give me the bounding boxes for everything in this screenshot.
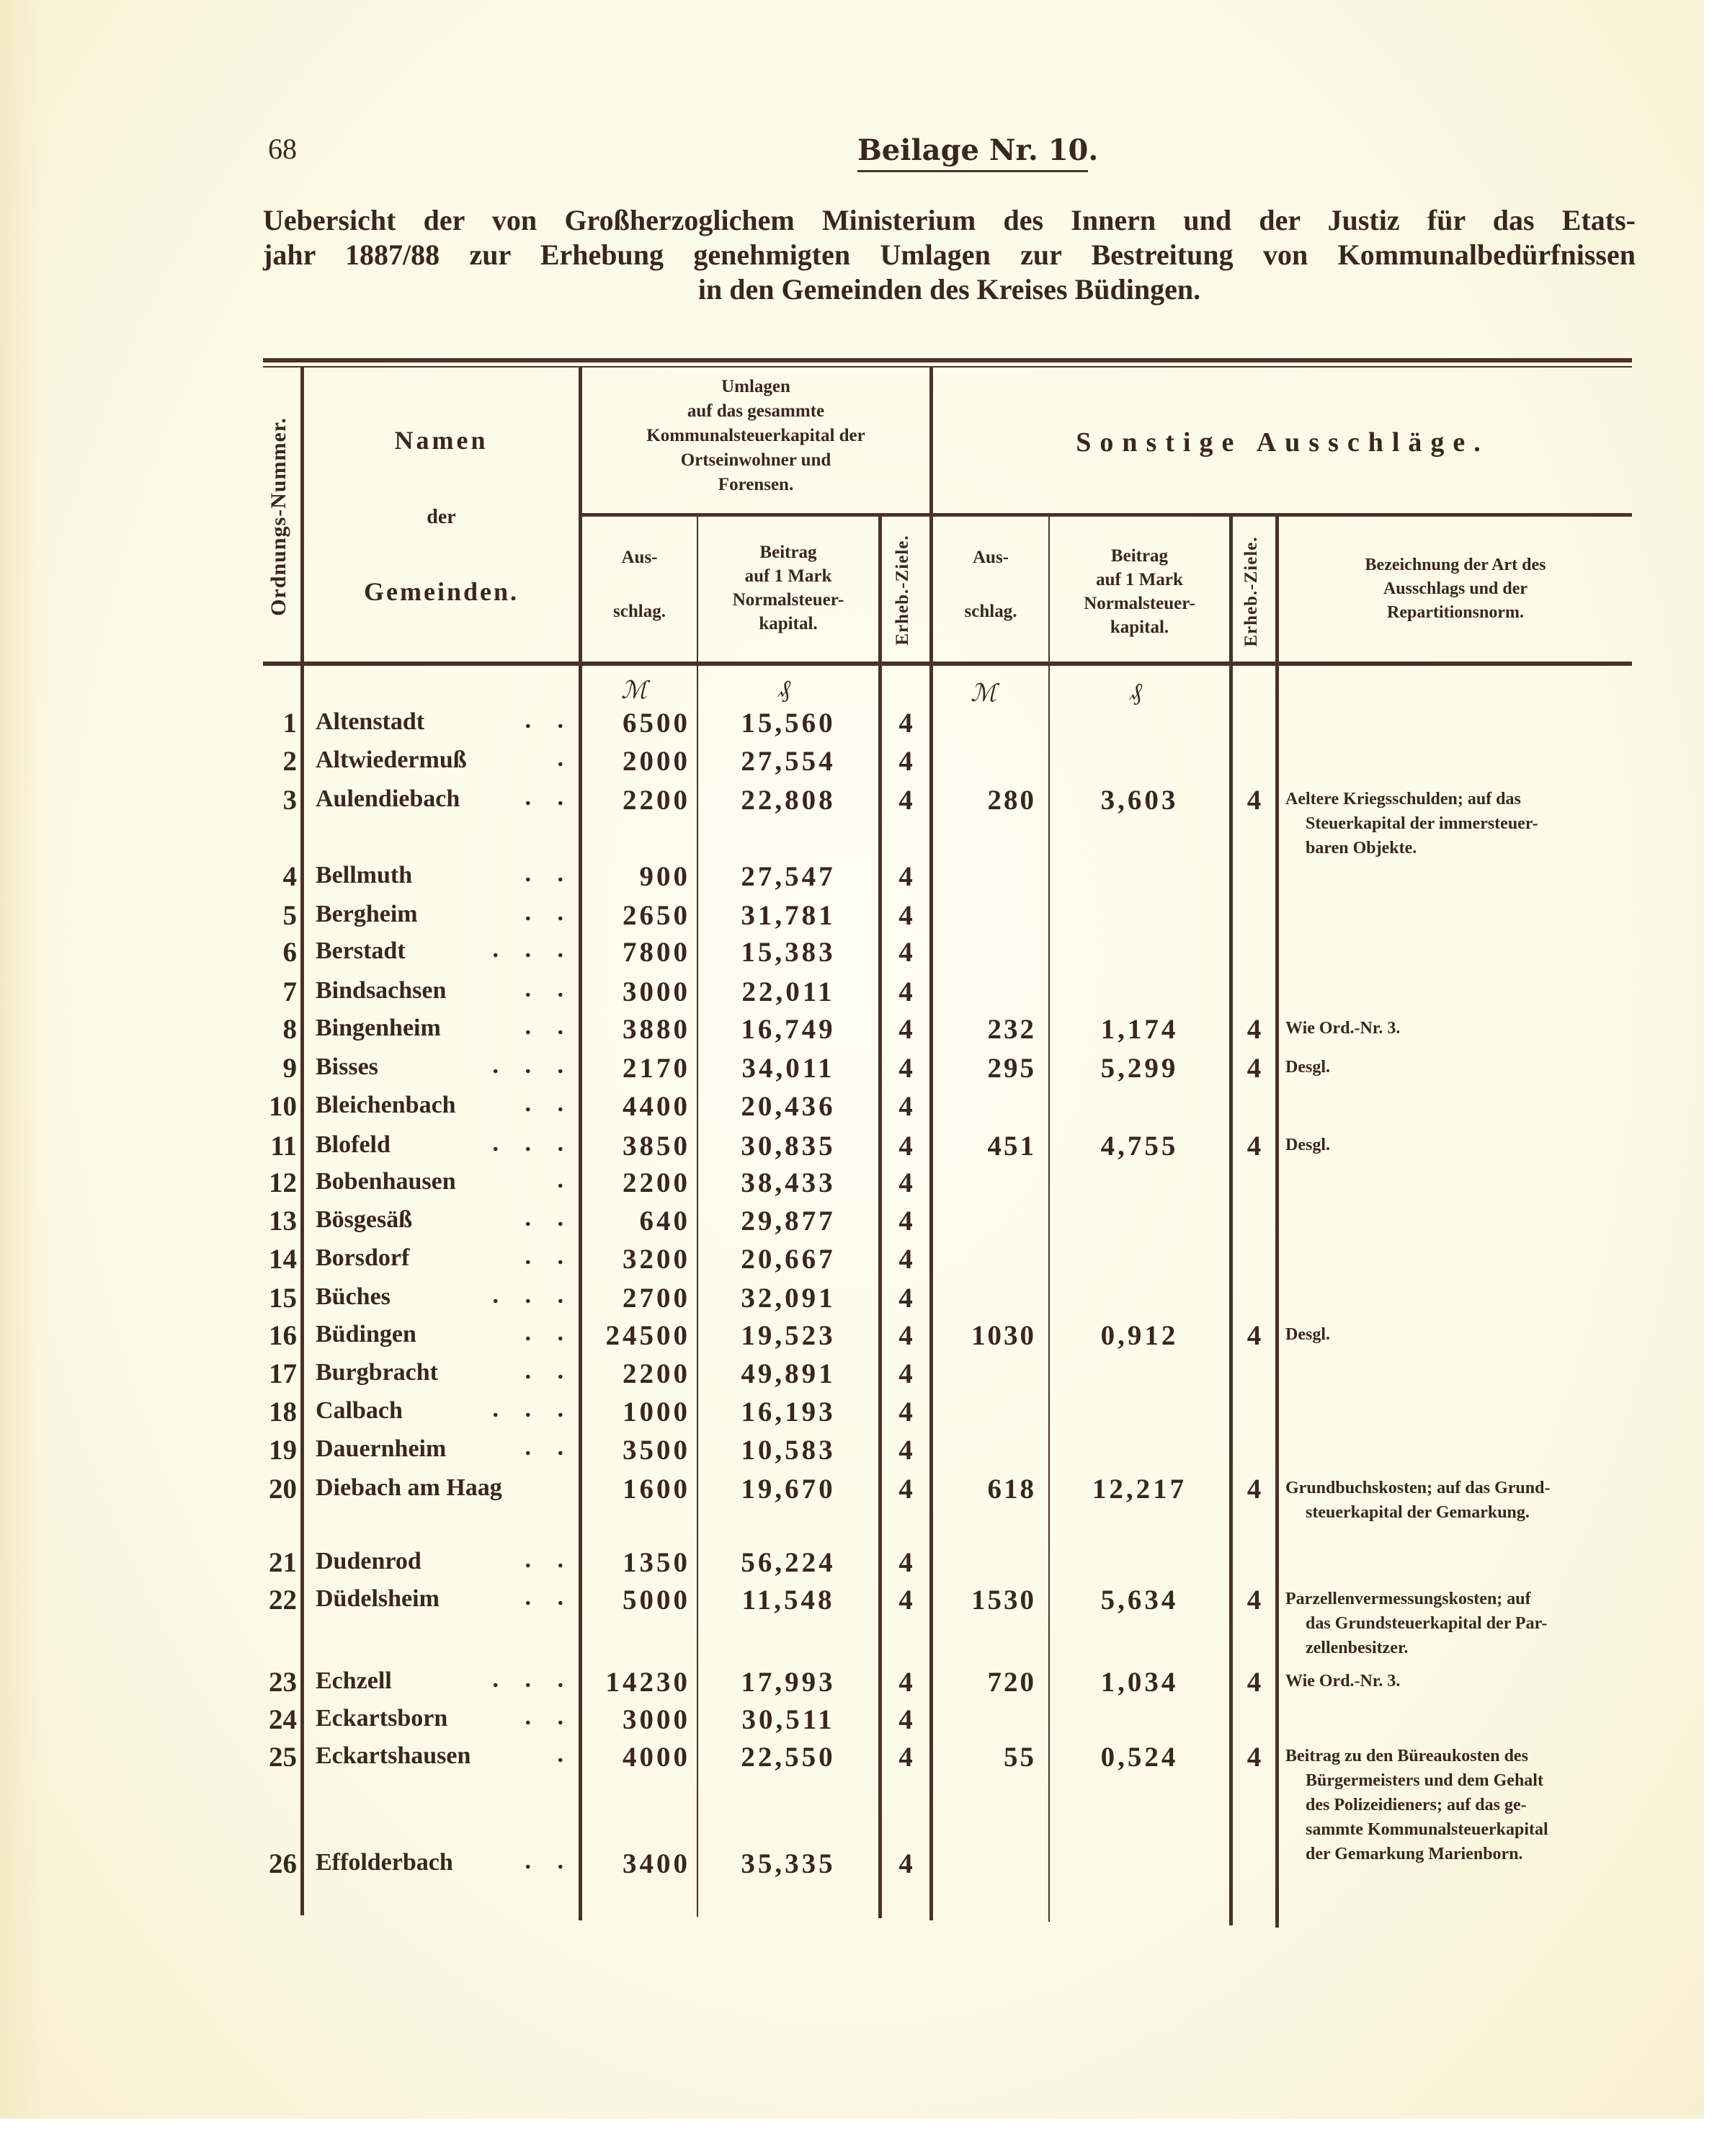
- row-erheb-ziele-1: 4: [898, 1435, 913, 1466]
- row-leader-dots: . .: [525, 1205, 574, 1231]
- bezeichnung-line: zellenbesitzer.: [1306, 1639, 1409, 1657]
- row-erheb-ziele-1: 4: [898, 1283, 913, 1314]
- row-beitrag-2: 1,174: [1100, 1014, 1179, 1045]
- row-beitrag-2: 12,217: [1092, 1474, 1187, 1505]
- row-leader-dots: . .: [525, 1434, 574, 1461]
- row-erheb-ziele-1: 4: [898, 1014, 913, 1045]
- row-bezeichnung: [1285, 1016, 1624, 1041]
- header-ausschlag-1a: Aus-: [621, 548, 658, 567]
- row-gemeinde-name: Calbach: [316, 1397, 403, 1424]
- row-erheb-ziele-2: 4: [1246, 1474, 1262, 1505]
- row-beitrag-1: 17,993: [741, 1667, 836, 1698]
- row-ausschlag-1: 5000: [623, 1585, 690, 1616]
- unit-pfennig-2: ₰: [1130, 679, 1142, 705]
- row-beitrag-2: 5,634: [1100, 1585, 1179, 1616]
- row-ordnungs-nummer: 4: [282, 861, 297, 892]
- row-ausschlag-1: 3880: [623, 1014, 690, 1045]
- row-erheb-ziele-1: 4: [898, 1667, 913, 1698]
- row-beitrag-2: 0,524: [1100, 1742, 1179, 1773]
- bezeichnung-line: sammte Kommunalsteuerkapital: [1306, 1820, 1548, 1839]
- row-leader-dots: . .: [525, 784, 574, 811]
- row-ausschlag-2: 1030: [971, 1320, 1036, 1351]
- row-gemeinde-name: Bingenheim: [316, 1015, 441, 1041]
- row-ordnungs-nummer: 6: [282, 937, 297, 968]
- row-ordnungs-nummer: 12: [269, 1167, 297, 1198]
- row-erheb-ziele-2: 4: [1246, 1320, 1262, 1351]
- bezeichnung-line: Beitrag zu den Büreaukosten des: [1285, 1747, 1528, 1765]
- row-ausschlag-1: 3200: [623, 1244, 690, 1275]
- row-beitrag-1: 16,749: [741, 1014, 836, 1045]
- row-ausschlag-1: 14230: [605, 1667, 690, 1698]
- bezeichnung-line: Desgl.: [1285, 1136, 1330, 1154]
- row-ordnungs-nummer: 20: [269, 1474, 297, 1505]
- header-beitrag-line: auf 1 Mark: [744, 566, 832, 586]
- row-ausschlag-1: 2000: [623, 746, 690, 777]
- unit-mark-1: ℳ: [621, 677, 648, 704]
- row-beitrag-1: 30,511: [741, 1704, 835, 1735]
- row-leader-dots: . . .: [492, 936, 574, 963]
- row-erheb-ziele-1: 4: [898, 1848, 913, 1879]
- row-erheb-ziele-1: 4: [898, 746, 913, 777]
- header-erheb-ziele-2: Erheb.-Ziele.: [1241, 536, 1261, 647]
- row-ausschlag-1: 2170: [623, 1053, 690, 1084]
- row-erheb-ziele-2: 4: [1246, 1014, 1262, 1045]
- row-erheb-ziele-1: 4: [898, 1167, 913, 1198]
- row-gemeinde-name: Bergheim: [316, 901, 418, 927]
- row-ausschlag-1: 2200: [623, 785, 690, 816]
- header-umlagen-line: Forensen.: [718, 475, 794, 494]
- row-leader-dots: .: [557, 1741, 574, 1768]
- row-ordnungs-nummer: 26: [269, 1848, 297, 1879]
- header-bez-line: Repartitionsnorm.: [1387, 603, 1524, 622]
- row-gemeinde-name: Diebach am Haag: [316, 1474, 502, 1501]
- row-ausschlag-1: 4400: [623, 1091, 690, 1122]
- row-ordnungs-nummer: 1: [282, 708, 297, 739]
- row-erheb-ziele-1: 4: [898, 1053, 913, 1084]
- row-beitrag-1: 15,560: [741, 708, 836, 739]
- row-erheb-ziele-1: 4: [898, 1742, 913, 1773]
- header-beitrag-2: [1050, 544, 1229, 639]
- row-gemeinde-name: Berstadt: [316, 937, 406, 964]
- row-beitrag-1: 56,224: [741, 1547, 836, 1578]
- row-leader-dots: . .: [525, 707, 574, 734]
- row-erheb-ziele-1: 4: [898, 900, 913, 931]
- row-beitrag-2: 0,912: [1100, 1320, 1179, 1351]
- row-beitrag-1: 34,011: [741, 1053, 835, 1084]
- row-erheb-ziele-1: 4: [898, 708, 913, 739]
- row-erheb-ziele-1: 4: [898, 1131, 913, 1162]
- row-gemeinde-name: Eckartshausen: [316, 1742, 471, 1769]
- header-beitrag-line: Beitrag: [759, 543, 817, 562]
- row-ordnungs-nummer: 17: [269, 1358, 297, 1389]
- header-bez-line: Bezeichnung der Art des: [1365, 556, 1546, 574]
- row-beitrag-2: 5,299: [1100, 1053, 1179, 1084]
- row-ordnungs-nummer: 10: [269, 1091, 297, 1122]
- header-beitrag-line: Beitrag: [1110, 546, 1169, 566]
- row-beitrag-1: 35,335: [741, 1848, 836, 1879]
- row-ausschlag-1: 2200: [623, 1358, 690, 1389]
- row-beitrag-1: 29,877: [741, 1206, 836, 1237]
- row-gemeinde-name: Echzell: [316, 1667, 392, 1694]
- row-gemeinde-name: Büdingen: [316, 1321, 416, 1348]
- row-ordnungs-nummer: 15: [269, 1283, 297, 1314]
- row-bezeichnung: [1285, 1476, 1624, 1525]
- header-sonstige-ausschlaege: Sonstige Ausschläge.: [1076, 427, 1489, 458]
- row-beitrag-1: 20,667: [741, 1244, 836, 1275]
- bezeichnung-line: das Grundsteuerkapital der Par-: [1306, 1614, 1548, 1633]
- bezeichnung-line: Parzellenvermessungskosten; auf: [1285, 1590, 1531, 1608]
- row-bezeichnung: [1285, 1587, 1624, 1660]
- row-ordnungs-nummer: 21: [269, 1547, 297, 1578]
- row-leader-dots: . .: [525, 1584, 574, 1611]
- header-beitrag-line: auf 1 Mark: [1096, 570, 1183, 589]
- row-ausschlag-1: 4000: [623, 1742, 690, 1773]
- header-umlagen-line: Kommunalsteuerkapital der: [646, 426, 865, 445]
- row-gemeinde-name: Altenstadt: [316, 708, 425, 735]
- header-erheb-ziele-1: Erheb.-Ziele.: [893, 535, 912, 646]
- group-header-rule: [580, 513, 1632, 517]
- row-erheb-ziele-2: 4: [1246, 1053, 1262, 1084]
- paper-edge-shadow: [0, 0, 43, 2119]
- row-gemeinde-name: Effolderbach: [316, 1849, 453, 1876]
- row-leader-dots: . . .: [492, 1666, 574, 1693]
- bezeichnung-line: Wie Ord.-Nr. 3.: [1285, 1019, 1401, 1038]
- row-beitrag-1: 30,835: [741, 1131, 836, 1162]
- row-erheb-ziele-1: 4: [898, 1704, 913, 1735]
- row-erheb-ziele-1: 4: [898, 1358, 913, 1389]
- row-ordnungs-nummer: 23: [269, 1667, 297, 1698]
- row-erheb-ziele-1: 4: [898, 1396, 913, 1427]
- row-beitrag-2: 4,755: [1100, 1131, 1179, 1162]
- row-ausschlag-1: 3400: [623, 1848, 690, 1879]
- row-beitrag-1: 22,550: [741, 1742, 836, 1773]
- header-beitrag-line: Normalsteuer-: [732, 590, 844, 610]
- row-ausschlag-1: 3500: [623, 1435, 690, 1466]
- row-ausschlag-1: 1000: [623, 1396, 690, 1427]
- header-ausschlag-2a: Aus-: [972, 548, 1009, 567]
- row-ordnungs-nummer: 9: [282, 1053, 297, 1084]
- row-ausschlag-1: 7800: [623, 937, 690, 968]
- header-beitrag-line: kapital.: [759, 614, 818, 633]
- row-ausschlag-1: 900: [639, 861, 690, 892]
- row-ordnungs-nummer: 16: [269, 1320, 297, 1351]
- row-beitrag-1: 19,523: [741, 1320, 836, 1351]
- bezeichnung-line: des Polizeidieners; auf das ge-: [1306, 1796, 1527, 1814]
- row-bezeichnung: [1285, 1744, 1624, 1866]
- bezeichnung-line: Grundbuchskosten; auf das Grund-: [1285, 1479, 1551, 1497]
- row-erheb-ziele-1: 4: [898, 1320, 913, 1351]
- row-erheb-ziele-2: 4: [1246, 1667, 1262, 1698]
- header-beitrag-1: [698, 540, 878, 636]
- row-erheb-ziele-1: 4: [898, 976, 913, 1007]
- header-ausschlag-2b: schlag.: [964, 602, 1017, 621]
- row-ausschlag-1: 640: [639, 1206, 690, 1237]
- row-ausschlag-1: 1350: [623, 1547, 690, 1578]
- header-gemeinden: Gemeinden.: [364, 577, 519, 606]
- row-beitrag-1: 16,193: [741, 1396, 836, 1427]
- header-namen: Namen: [394, 426, 489, 455]
- header-ordnungs-nummer: Ordnungs-Nummer.: [267, 417, 290, 616]
- col-line-a2: [1048, 517, 1050, 1922]
- row-ordnungs-nummer: 25: [269, 1742, 297, 1773]
- row-bezeichnung: [1285, 1322, 1624, 1347]
- header-umlagen-line: Ortseinwohner und: [680, 450, 831, 470]
- row-ordnungs-nummer: 22: [269, 1585, 297, 1616]
- row-leader-dots: .: [557, 745, 574, 772]
- row-bezeichnung: [1285, 787, 1624, 860]
- page-number: 68: [268, 133, 297, 165]
- row-erheb-ziele-1: 4: [898, 1244, 913, 1275]
- row-gemeinde-name: Aulendiebach: [316, 785, 460, 812]
- row-leader-dots: . .: [525, 1848, 574, 1874]
- row-ausschlag-2: 451: [987, 1131, 1036, 1162]
- row-erheb-ziele-1: 4: [898, 785, 913, 816]
- row-bezeichnung: [1285, 1133, 1624, 1157]
- row-ausschlag-2: 1530: [971, 1585, 1036, 1616]
- row-ausschlag-1: 2700: [623, 1283, 690, 1314]
- header-der: der: [427, 506, 456, 528]
- row-beitrag-2: 1,034: [1100, 1667, 1179, 1698]
- row-ausschlag-2: 55: [1004, 1742, 1036, 1773]
- row-leader-dots: . .: [525, 1090, 574, 1117]
- row-leader-dots: . . .: [492, 1396, 574, 1422]
- row-erheb-ziele-1: 4: [898, 1206, 913, 1237]
- row-leader-dots: . .: [525, 860, 574, 887]
- col-line-b2: [1229, 517, 1233, 1925]
- row-beitrag-1: 22,011: [741, 976, 835, 1007]
- row-ordnungs-nummer: 24: [269, 1704, 297, 1735]
- row-gemeinde-name: Bindsachsen: [316, 977, 447, 1004]
- header-bottom-rule: [263, 662, 1632, 666]
- row-ausschlag-1: 6500: [623, 708, 690, 739]
- row-ausschlag-1: 3000: [623, 976, 690, 1007]
- row-erheb-ziele-2: 4: [1246, 1131, 1262, 1162]
- row-leader-dots: . . .: [492, 1130, 574, 1157]
- bezeichnung-line: steuerkapital der Gemarkung.: [1306, 1503, 1530, 1522]
- header-bezeichnung: [1279, 553, 1632, 625]
- row-erheb-ziele-1: 4: [898, 1474, 913, 1505]
- unit-mark-2: ℳ: [971, 680, 997, 707]
- row-beitrag-1: 20,436: [741, 1091, 836, 1122]
- header-ausschlag-1b: schlag.: [613, 602, 666, 621]
- row-ausschlag-2: 618: [987, 1474, 1036, 1505]
- row-ausschlag-2: 280: [987, 785, 1036, 816]
- bezeichnung-line: Wie Ord.-Nr. 3.: [1285, 1672, 1401, 1690]
- row-beitrag-1: 15,383: [741, 937, 836, 968]
- row-leader-dots: . .: [525, 1319, 574, 1346]
- row-erheb-ziele-1: 4: [898, 1585, 913, 1616]
- header-beitrag-line: Normalsteuer-: [1084, 594, 1195, 613]
- row-ordnungs-nummer: 14: [269, 1244, 297, 1275]
- row-gemeinde-name: Altwiedermuß: [316, 747, 467, 773]
- row-gemeinde-name: Düdelsheim: [316, 1585, 440, 1612]
- row-ordnungs-nummer: 2: [282, 746, 297, 777]
- row-beitrag-1: 11,548: [741, 1585, 835, 1616]
- row-leader-dots: . .: [525, 1358, 574, 1384]
- row-erheb-ziele-2: 4: [1246, 1742, 1262, 1773]
- row-ausschlag-1: 24500: [605, 1320, 690, 1351]
- header-beitrag-line: kapital.: [1110, 618, 1169, 637]
- col-line-z2: [1275, 517, 1279, 1928]
- bezeichnung-line: Steuerkapital der immersteuer-: [1306, 814, 1538, 833]
- page-title: [263, 203, 1636, 307]
- row-gemeinde-name: Bösgesäß: [316, 1206, 413, 1233]
- row-gemeinde-name: Dudenrod: [316, 1548, 422, 1574]
- row-beitrag-1: 27,554: [741, 746, 836, 777]
- row-bezeichnung: [1285, 1055, 1624, 1079]
- row-gemeinde-name: Büches: [316, 1283, 391, 1310]
- appendix-label: Beilage Nr. 10.: [857, 133, 1088, 172]
- col-line-z1: [929, 368, 933, 1920]
- row-beitrag-2: 3,603: [1100, 785, 1179, 816]
- bezeichnung-line: Desgl.: [1285, 1325, 1330, 1344]
- row-gemeinde-name: Burgbracht: [316, 1359, 438, 1386]
- bezeichnung-line: baren Objekte.: [1306, 839, 1417, 858]
- row-beitrag-1: 38,433: [741, 1167, 836, 1198]
- row-beitrag-1: 10,583: [741, 1435, 836, 1466]
- row-gemeinde-name: Blofeld: [316, 1131, 391, 1158]
- row-beitrag-1: 19,670: [741, 1474, 836, 1505]
- row-leader-dots: . . .: [492, 1052, 574, 1079]
- row-gemeinde-name: Borsdorf: [316, 1244, 410, 1271]
- row-ordnungs-nummer: 13: [269, 1206, 297, 1237]
- row-ausschlag-1: 1600: [623, 1474, 690, 1505]
- row-ordnungs-nummer: 18: [269, 1396, 297, 1427]
- row-beitrag-1: 22,808: [741, 785, 836, 816]
- row-ausschlag-1: 3000: [623, 1704, 690, 1735]
- bezeichnung-line: Aeltere Kriegsschulden; auf das: [1285, 790, 1521, 808]
- title-line-1: Uebersicht der von Großherzoglichem Ministerium des Innern und der Justiz für das Etats-: [263, 204, 1636, 236]
- row-ausschlag-2: 295: [987, 1053, 1036, 1084]
- row-beitrag-1: 49,891: [741, 1358, 836, 1389]
- row-erheb-ziele-1: 4: [898, 1091, 913, 1122]
- header-umlagen-line: auf das gesammte: [687, 401, 825, 421]
- row-bezeichnung: [1285, 1669, 1624, 1693]
- row-leader-dots: . .: [525, 899, 574, 926]
- row-leader-dots: . .: [525, 1013, 574, 1040]
- header-bez-line: Ausschlags und der: [1383, 579, 1528, 598]
- table-top-rule-thin: [263, 366, 1632, 368]
- row-leader-dots: .: [557, 1167, 574, 1193]
- row-gemeinde-name: Bisses: [316, 1054, 378, 1080]
- row-leader-dots: . .: [525, 1703, 574, 1730]
- row-beitrag-1: 31,781: [741, 900, 836, 931]
- row-ausschlag-2: 720: [987, 1667, 1036, 1698]
- row-ordnungs-nummer: 11: [270, 1131, 297, 1162]
- bezeichnung-line: der Gemarkung Marienborn.: [1306, 1845, 1523, 1863]
- row-ordnungs-nummer: 19: [269, 1435, 297, 1466]
- row-ordnungs-nummer: 5: [282, 900, 297, 931]
- row-gemeinde-name: Bobenhausen: [316, 1168, 456, 1195]
- row-gemeinde-name: Dauernheim: [316, 1435, 447, 1462]
- row-gemeinde-name: Bellmuth: [316, 862, 413, 888]
- row-erheb-ziele-1: 4: [898, 1547, 913, 1578]
- row-leader-dots: . .: [525, 1546, 574, 1573]
- row-leader-dots: . . .: [492, 1282, 574, 1309]
- row-ordnungs-nummer: 7: [282, 976, 297, 1007]
- row-gemeinde-name: Eckartsborn: [316, 1705, 448, 1732]
- row-ausschlag-1: 2200: [623, 1167, 690, 1198]
- row-leader-dots: . .: [525, 1243, 574, 1270]
- row-leader-dots: . .: [525, 976, 574, 1002]
- bezeichnung-line: Desgl.: [1285, 1058, 1330, 1077]
- row-erheb-ziele-2: 4: [1246, 785, 1262, 816]
- header-umlagen-group: [582, 375, 929, 497]
- title-line-3: in den Gemeinden des Kreises Büdingen.: [697, 273, 1201, 306]
- header-umlagen-line: Umlagen: [721, 377, 790, 396]
- row-ordnungs-nummer: 8: [282, 1014, 297, 1045]
- row-ausschlag-2: 232: [987, 1014, 1036, 1045]
- unit-pfennig-1: ₰: [778, 676, 790, 703]
- title-line-2: jahr 1887/88 zur Erhebung genehmigten Umlagen zur Bestreitung von Kommunalbedürfnissen: [263, 239, 1636, 271]
- row-ausschlag-1: 3850: [623, 1131, 690, 1162]
- row-erheb-ziele-1: 4: [898, 937, 913, 968]
- row-beitrag-1: 27,547: [741, 861, 836, 892]
- row-ordnungs-nummer: 3: [282, 785, 297, 816]
- row-erheb-ziele-2: 4: [1246, 1585, 1262, 1616]
- table-top-rule: [263, 358, 1632, 362]
- row-ausschlag-1: 2650: [623, 900, 690, 931]
- bezeichnung-line: Bürgermeisters und dem Gehalt: [1306, 1771, 1543, 1790]
- row-beitrag-1: 32,091: [741, 1283, 836, 1314]
- row-gemeinde-name: Bleichenbach: [316, 1092, 456, 1118]
- row-erheb-ziele-1: 4: [898, 861, 913, 892]
